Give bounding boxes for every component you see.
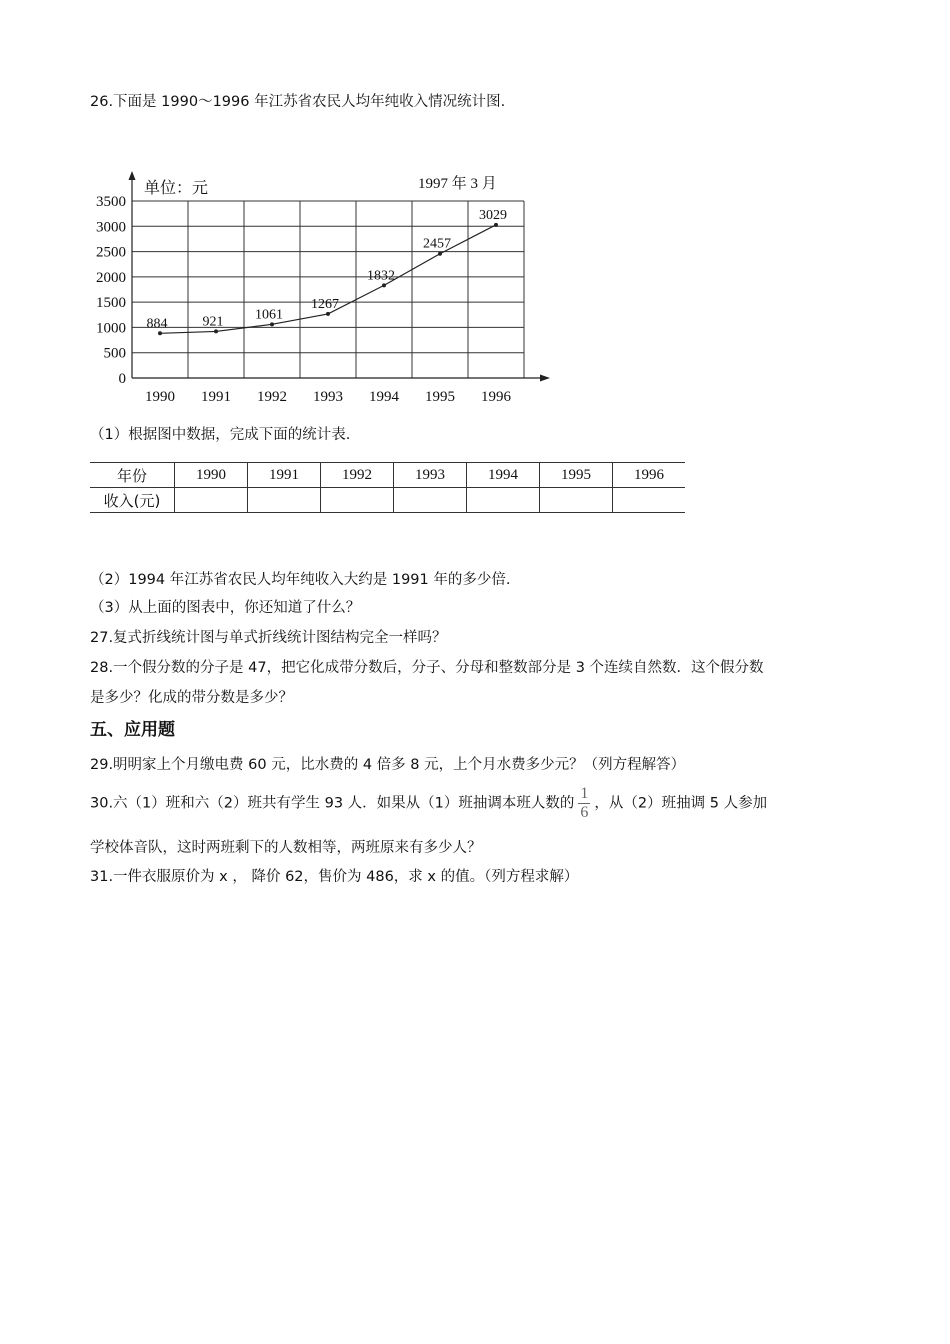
table-blank-cell [394,488,467,513]
y-tick-label: 0 [118,371,126,387]
chart-y-ticks [96,194,126,387]
table-year-cell: 1994 [467,463,540,488]
fraction-one-sixth [578,786,590,821]
chart-x-ticks [145,389,512,405]
data-label: 3029 [479,207,507,223]
data-label: 1061 [255,307,283,323]
q30-line2: 学校体音队，这时两班剩下的人数相等，两班原来有多少人？ [90,840,482,856]
y-tick-label: 3000 [96,219,126,236]
table-year-cell: 1992 [321,463,394,488]
q30-part1: 30.六（1）班和六（2）班共有学生 93 人．如果从（1）班抽调本班人数的 [90,795,575,812]
q30-part2: ，从（2）班抽调 5 人参加 [594,795,768,812]
q29: 29.明明家上个月缴电费 60 元，比水费的 4 倍多 8 元，上个月水费多少元？（列方程解答） [90,757,686,773]
data-point [158,331,162,335]
q31: 31.一件衣服原价为 x ， 降价 62，售价为 486，求 x 的值。（列方程求解） [90,869,579,885]
table-blank-cell [175,488,248,513]
table-header-label: 年份 [90,463,175,488]
data-point [382,283,386,287]
table-row-label: 收入(元) [90,488,175,513]
x-tick-label: 1992 [257,389,287,405]
y-axis-arrow [129,171,136,180]
table-year-cell: 1990 [175,463,248,488]
data-point [214,329,218,333]
q26-sub2: （2）1994 年江苏省农民人均年纯收入大约是 1991 年的多少倍. [90,572,511,588]
table-header-row [90,463,685,488]
y-tick-label: 2500 [96,244,126,261]
y-tick-label: 3500 [96,194,126,210]
y-tick-label: 1500 [96,295,126,312]
fraction-numerator: 1 [580,785,589,802]
x-tick-label: 1993 [313,389,343,405]
table-income-row [90,488,685,513]
table-blank-cell [321,488,394,513]
chart-grid [132,201,524,378]
data-label: 921 [202,314,224,330]
x-tick-label: 1994 [369,389,399,405]
chart-unit-label: 单位：元 [144,178,209,197]
x-tick-label: 1996 [481,389,511,405]
data-point [326,312,330,316]
q28-line1: 28.一个假分数的分子是 47，把它化成带分数后，分子、分母和整数部分是 3 个连续自然数．这个假分数 [90,660,764,676]
q28-line2: 是多少？化成的带分数是多少？ [90,690,293,706]
line-chart [88,168,558,408]
x-tick-label: 1995 [425,389,455,405]
table-year-cell: 1993 [394,463,467,488]
table-year-cell: 1991 [248,463,321,488]
q26-intro: 26.下面是 1990～1996 年江苏省农民人均年纯收入情况统计图. [90,94,506,110]
q27: 27.复式折线统计图与单式折线统计图结构完全一样吗？ [90,630,447,646]
table-blank-cell [467,488,540,513]
data-point [438,252,442,256]
q26-sub1: （1）根据图中数据，完成下面的统计表. [90,427,351,443]
data-label: 1267 [311,296,339,312]
data-label: 884 [146,316,168,332]
statistics-table [90,462,685,513]
fraction-denominator: 6 [580,804,589,821]
table-blank-cell [540,488,613,513]
x-tick-label: 1991 [201,389,231,405]
table-year-cell: 1995 [540,463,613,488]
chart-axes [129,171,551,382]
chart-series [147,208,508,335]
y-tick-label: 1000 [96,320,126,337]
q30-line1 [90,786,767,821]
table-blank-cell [248,488,321,513]
y-tick-label: 500 [103,345,126,362]
data-label: 1832 [367,268,395,284]
data-label: 2457 [423,236,451,252]
x-tick-label: 1990 [145,389,175,405]
table-year-cell: 1996 [613,463,686,488]
q26-sub3: （3）从上面的图表中，你还知道了什么？ [90,600,361,616]
data-point [270,322,274,326]
table-blank-cell [613,488,686,513]
section-heading: 五、应用题 [90,720,175,740]
data-point [494,223,498,227]
chart-date-label: 1997 年 3 月 [418,176,497,192]
x-axis-arrow [540,375,550,382]
y-tick-label: 2000 [96,269,126,286]
